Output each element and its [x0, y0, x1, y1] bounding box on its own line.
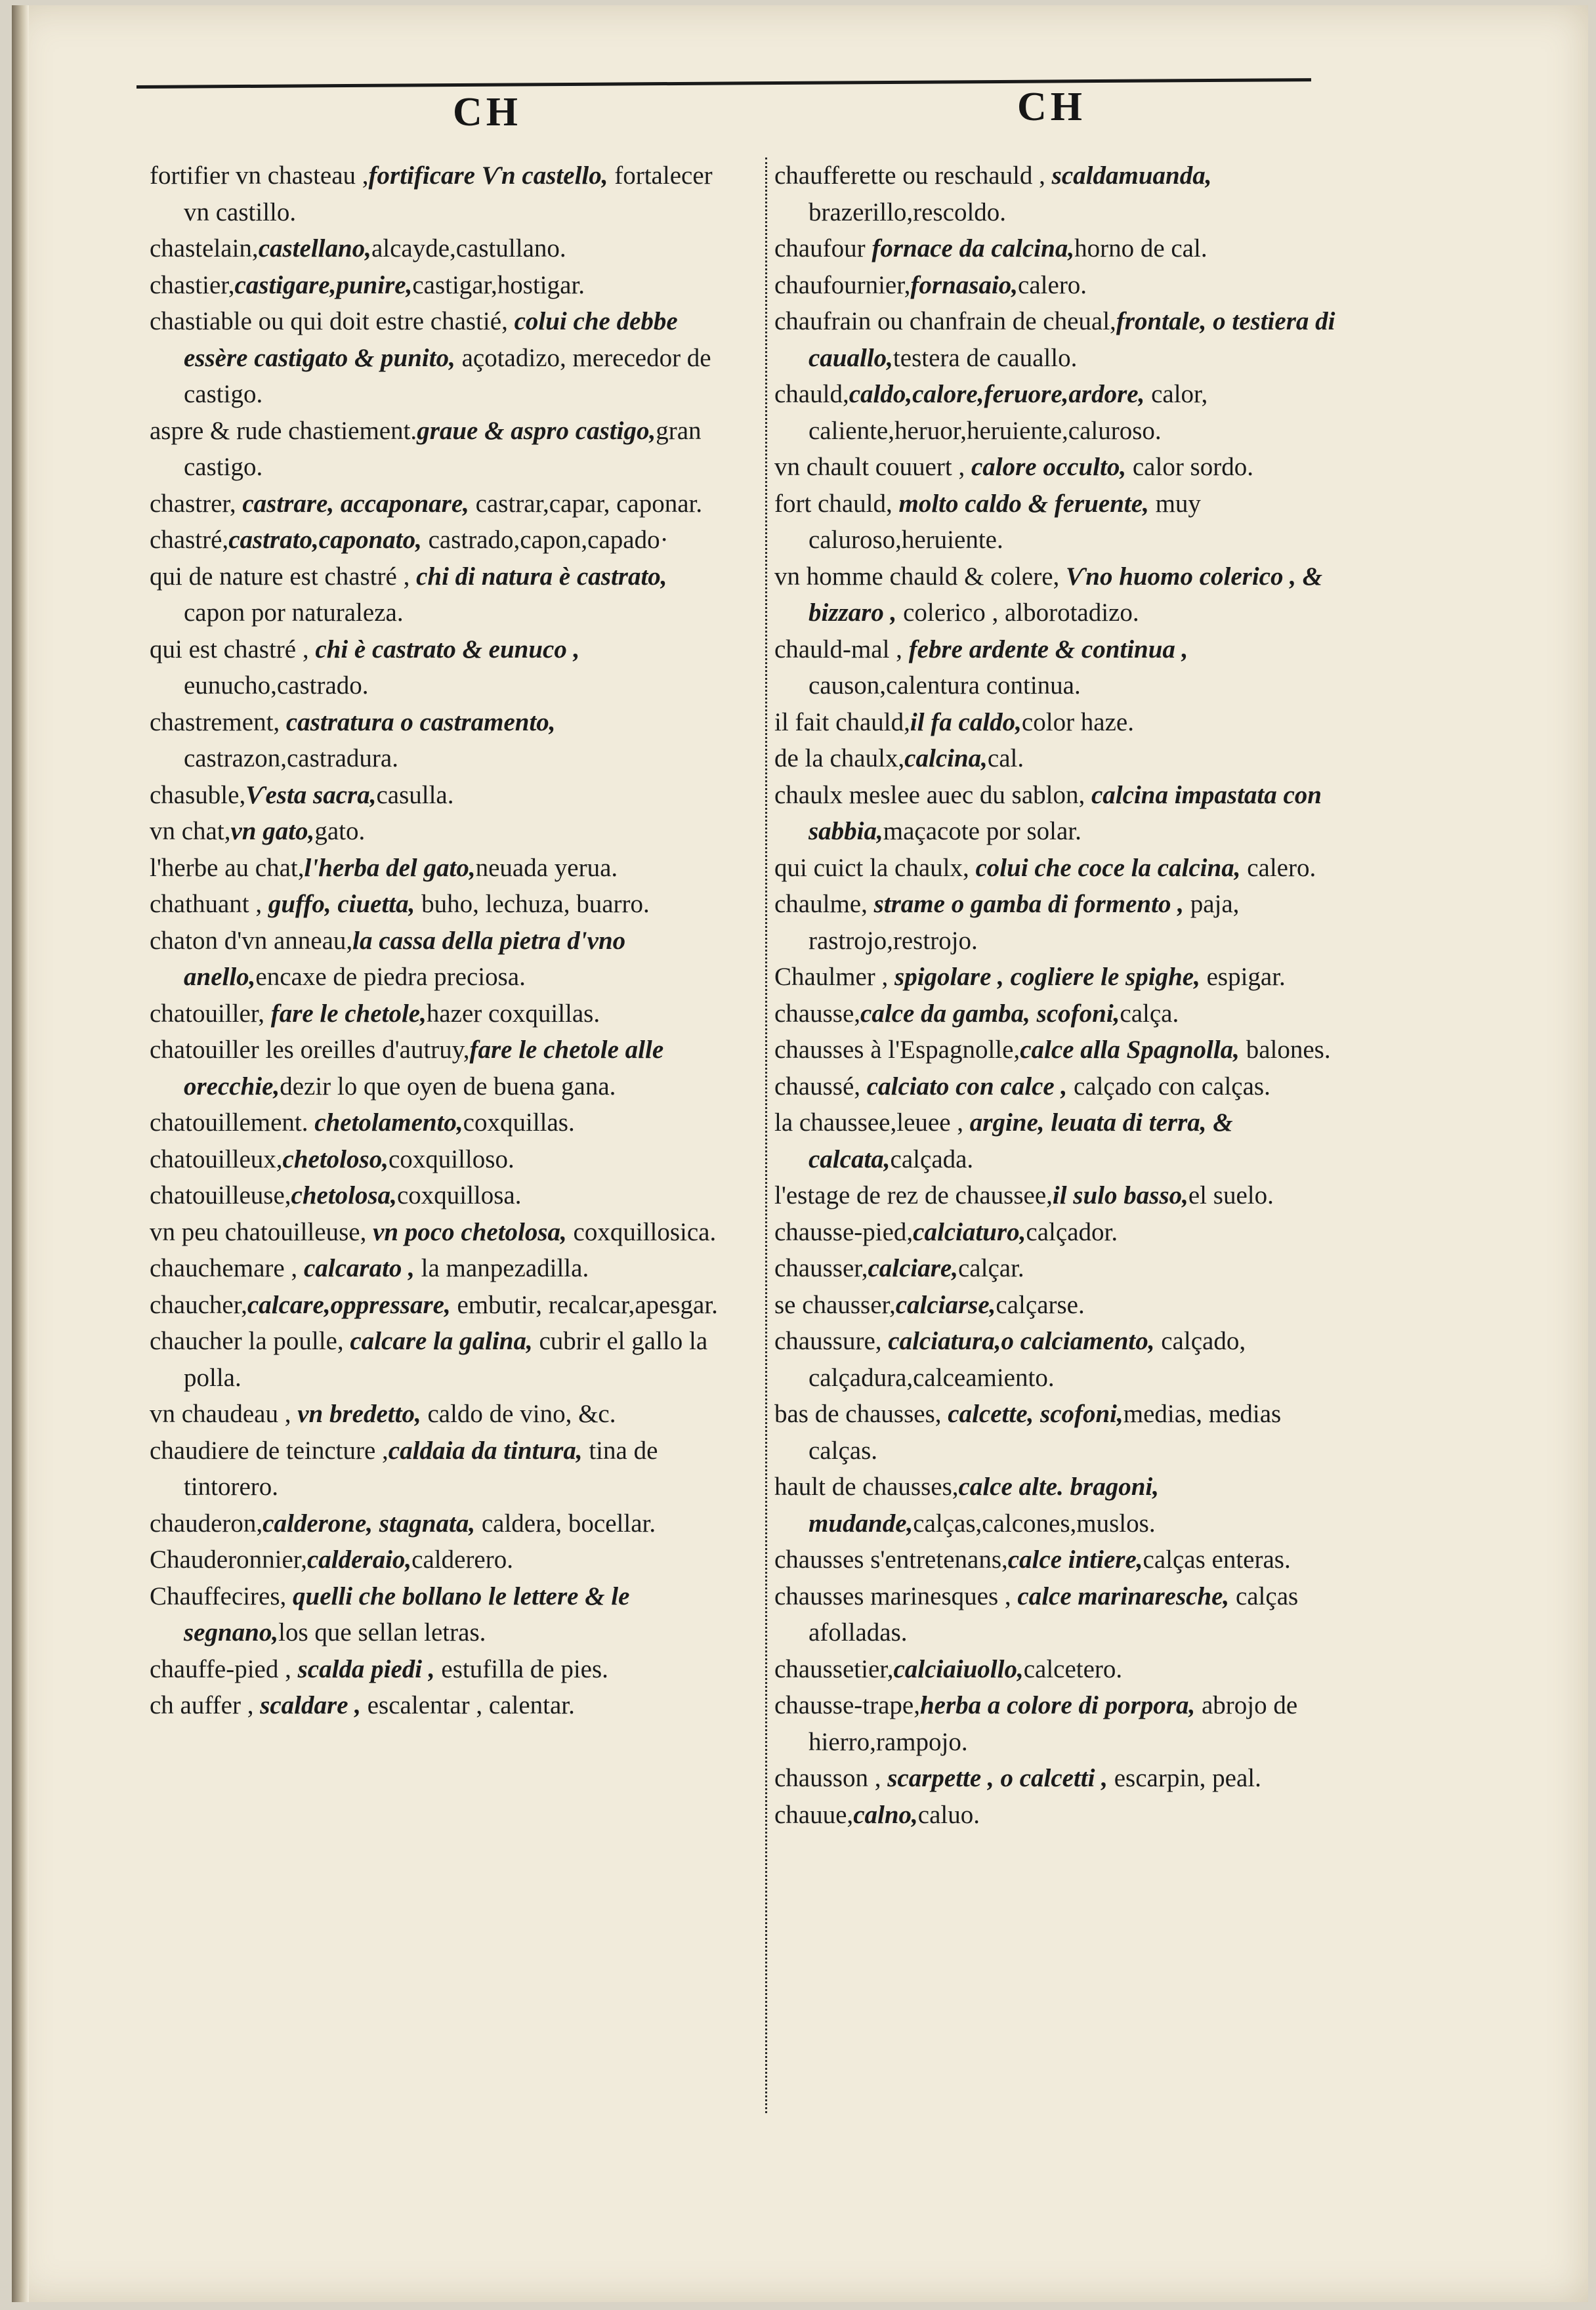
entry-french: chausses marinesques ,	[774, 1582, 1011, 1610]
entry-spanish: hazer coxquillas.	[426, 999, 600, 1028]
entry-spanish: calças enteras.	[1143, 1545, 1291, 1574]
entry-spanish: coxquillas.	[463, 1108, 575, 1137]
entry-spanish: espigar.	[1200, 963, 1286, 991]
entry-french: vn homme chauld & colere,	[774, 562, 1060, 591]
entry-french: se chausser,	[774, 1290, 896, 1319]
dictionary-entry	[774, 1651, 1345, 1688]
entry-italian: chi di natura è castrato,	[410, 562, 667, 591]
entry-french: vn peu chatouilleuse,	[150, 1217, 367, 1246]
entry-italian: fare le chetole alle orecchie,	[184, 1036, 664, 1101]
entry-spanish: embutir, recalcar,apesgar.	[450, 1290, 718, 1319]
entry-spanish: calçar.	[958, 1254, 1024, 1282]
entry-french: chausser,	[774, 1254, 868, 1282]
dictionary-entry	[150, 1177, 727, 1214]
dictionary-entry	[774, 1469, 1345, 1542]
entry-french: vn chat,	[150, 817, 231, 845]
dictionary-entry	[774, 777, 1345, 850]
dictionary-entry	[774, 1214, 1345, 1251]
entry-spanish: gato.	[314, 817, 366, 845]
entry-spanish: caluo.	[917, 1800, 980, 1829]
entry-italian: calciare,	[868, 1254, 958, 1282]
entry-spanish: capon por naturaleza.	[184, 598, 404, 627]
entry-spanish: calçado, calçadura,calceamiento.	[808, 1327, 1246, 1392]
dictionary-entry	[774, 1760, 1345, 1797]
dictionary-entry	[774, 740, 1345, 777]
entry-italian: calce intiere,	[1007, 1545, 1143, 1574]
entry-spanish: testera de cauallo.	[892, 343, 1078, 372]
entry-french: chasuble,	[150, 780, 246, 809]
entry-italian: fare le chetole,	[264, 999, 427, 1028]
entry-italian: castrato,caponato,	[228, 526, 422, 554]
entry-italian: fornasaio,	[910, 270, 1018, 299]
entry-italian: strame o gamba di formento ,	[867, 890, 1184, 918]
dictionary-entry	[150, 158, 727, 230]
entry-italian: la cassa della pietra d'vno anello,	[184, 926, 626, 991]
entry-italian: castrare, accaponare,	[236, 489, 469, 518]
dictionary-entry	[150, 1687, 727, 1724]
entry-italian: fornace da calcina,	[872, 234, 1075, 262]
entry-french: chaulx meslee auec du sablon,	[774, 780, 1085, 809]
dictionary-entry	[150, 886, 727, 923]
dictionary-entry	[150, 1323, 727, 1396]
entry-spanish: los que sellan letras.	[278, 1618, 486, 1647]
entry-italian: il fa caldo,	[910, 707, 1022, 736]
entry-spanish: paja, rastrojo,restrojo.	[808, 890, 1240, 955]
running-head-right: CH	[1017, 85, 1086, 129]
entry-italian: castigare,punire,	[234, 270, 413, 299]
entry-italian: il sulo basso,	[1052, 1181, 1188, 1209]
entry-spanish: calças,calcones,muslos.	[913, 1509, 1156, 1538]
header-rule	[136, 78, 1311, 89]
entry-spanish: caldo de vino, &c.	[421, 1400, 616, 1428]
dictionary-entry	[774, 267, 1345, 304]
dictionary-entry	[150, 230, 727, 267]
entry-spanish: tina de tintorero.	[184, 1436, 658, 1501]
entry-italian: chetolosa,	[291, 1181, 397, 1209]
entry-french: chausse-trape,	[774, 1691, 920, 1719]
entry-french: chatouilleuse,	[150, 1181, 291, 1209]
entry-italian: chetolamento,	[308, 1108, 463, 1137]
entry-french: chausson ,	[774, 1764, 881, 1792]
entry-french: chastelain,	[150, 234, 259, 262]
entry-spanish: encaxe de piedra preciosa.	[255, 963, 526, 991]
entry-french: fort chauld,	[774, 489, 892, 518]
entry-spanish: escarpin, peal.	[1107, 1764, 1261, 1792]
entry-french: chauderon,	[150, 1509, 263, 1538]
entry-spanish: calero.	[1240, 853, 1316, 882]
dictionary-entry	[150, 486, 727, 522]
entry-french: chaussé,	[774, 1072, 861, 1101]
entry-spanish: gran castigo.	[184, 416, 702, 481]
entry-spanish: estufilla de pies.	[434, 1654, 608, 1683]
entry-french: chausse-pied,	[774, 1217, 914, 1246]
dictionary-entry	[774, 1250, 1345, 1287]
dictionary-entry	[774, 631, 1345, 704]
dictionary-entry	[150, 996, 727, 1032]
entry-french: qui de nature est chastré ,	[150, 562, 410, 591]
entry-french: vn chault couuert ,	[774, 453, 965, 481]
entry-italian: calce alla Spagnolla,	[1020, 1036, 1240, 1064]
dictionary-entry	[774, 1068, 1345, 1105]
entry-italian: calcare la galina,	[343, 1327, 533, 1355]
entry-italian: colui che coce la calcina,	[969, 853, 1241, 882]
dictionary-entry	[150, 267, 727, 304]
entry-spanish: coxquilloso.	[388, 1144, 514, 1173]
entry-french: chaufferette ou reschauld ,	[774, 161, 1045, 190]
entry-spanish: neuada yerua.	[475, 853, 618, 882]
dictionary-entry	[150, 522, 727, 558]
entry-french: Chaulmer ,	[774, 963, 889, 991]
entry-spanish: muy caluroso,heruiente.	[808, 489, 1201, 554]
entry-spanish: calcetero.	[1023, 1654, 1123, 1683]
entry-french: l'estage de rez de chaussee,	[774, 1181, 1053, 1209]
entry-italian: frontale, o testiera di cauallo,	[808, 307, 1335, 372]
dictionary-entry	[774, 1687, 1345, 1760]
entry-french: chauue,	[774, 1800, 854, 1829]
entry-italian: scalda piedi ,	[291, 1654, 435, 1683]
dictionary-entry	[150, 850, 727, 887]
dictionary-entry	[150, 1433, 727, 1505]
right-column	[774, 158, 1345, 1833]
dictionary-entry	[774, 1542, 1345, 1578]
running-head-left: CH	[453, 90, 522, 135]
entry-italian: calce alte. bragoni, mudande,	[808, 1473, 1159, 1538]
entry-french: fortifier vn chasteau ,	[150, 161, 369, 190]
entry-french: chastrer,	[150, 489, 236, 518]
entry-french: chathuant ,	[150, 890, 262, 918]
entry-french: chatouiller,	[150, 999, 264, 1028]
entry-italian: scaldamuanda,	[1045, 161, 1212, 190]
entry-italian: Ѵesta sacra,	[245, 780, 377, 809]
entry-french: chaucher la poulle,	[150, 1327, 344, 1355]
entry-italian: vn bredetto,	[291, 1400, 421, 1428]
entry-spanish: calçada.	[890, 1144, 974, 1173]
entry-spanish: brazerillo,rescoldo.	[808, 198, 1007, 226]
entry-french: qui cuict la chaulx,	[774, 853, 969, 882]
entry-spanish: buho, lechuza, buarro.	[415, 890, 650, 918]
entry-spanish: açotadizo, merecedor de castigo.	[184, 343, 711, 408]
entry-italian: calcette, scofoni,	[941, 1400, 1124, 1428]
entry-italian: calcarato ,	[297, 1254, 415, 1282]
entry-spanish: casulla.	[376, 780, 454, 809]
entry-italian: quelli che bollano le lettere & le segnano,	[184, 1582, 630, 1647]
entry-spanish: calero.	[1018, 270, 1087, 299]
dictionary-entry	[774, 303, 1345, 376]
dictionary-entry	[774, 1032, 1345, 1068]
entry-spanish: abrojo de hierro,rampojo.	[808, 1691, 1298, 1756]
entry-italian: calcina impastata con sabbia,	[808, 780, 1322, 845]
dictionary-entry	[774, 1177, 1345, 1214]
entry-french: la chaussee,leuee ,	[774, 1108, 964, 1137]
entry-spanish: alcayde,castullano.	[371, 234, 566, 262]
entry-italian: scarpette , o calcetti ,	[881, 1764, 1108, 1792]
dictionary-entry	[150, 558, 727, 631]
entry-french: chaulme,	[774, 890, 868, 918]
entry-spanish: cal.	[987, 744, 1024, 772]
dictionary-entry	[774, 850, 1345, 887]
dictionary-entry	[150, 1542, 727, 1578]
entry-spanish: dezir lo que oyen de buena gana.	[280, 1072, 616, 1101]
entry-italian: calciatura,o calciamento,	[881, 1327, 1155, 1355]
entry-italian: spigolare , cogliere le spighe,	[888, 963, 1200, 991]
dictionary-entry	[150, 1032, 727, 1104]
entry-french: chauffe-pied ,	[150, 1654, 291, 1683]
dictionary-entry	[774, 230, 1345, 267]
dictionary-entry	[150, 1214, 727, 1251]
entry-french: chaussetier,	[774, 1654, 894, 1683]
entry-french: chaudiere de teincture ,	[150, 1436, 388, 1465]
dictionary-entry	[150, 1578, 727, 1651]
entry-spanish: calderero.	[411, 1545, 513, 1574]
dictionary-entry	[150, 303, 727, 413]
dictionary-entry	[774, 886, 1345, 959]
entry-french: de la chaulx,	[774, 744, 905, 772]
entry-spanish: calçador.	[1026, 1217, 1118, 1246]
entry-italian: fortificare Ѵn castello,	[368, 161, 608, 190]
entry-spanish: cubrir el gallo la polla.	[184, 1327, 708, 1392]
entry-italian: Ѵno huomo colerico , & bizzaro ,	[808, 562, 1323, 627]
dictionary-entry	[774, 449, 1345, 486]
dictionary-entry	[774, 1323, 1345, 1396]
entry-spanish: coxquillosica.	[566, 1217, 717, 1246]
entry-spanish: coxquillosa.	[396, 1181, 522, 1209]
entry-spanish: calçarse.	[996, 1290, 1085, 1319]
entry-french: Chauderonnier,	[150, 1545, 307, 1574]
entry-french: chauchemare ,	[150, 1254, 298, 1282]
entry-italian: calcare,oppressare,	[247, 1290, 451, 1319]
entry-italian: scaldare ,	[253, 1691, 361, 1719]
entry-french: ch auffer ,	[150, 1691, 254, 1719]
entry-spanish: maçacote por solar.	[883, 817, 1082, 845]
dictionary-entry	[150, 1250, 727, 1287]
entry-spanish: calça.	[1120, 999, 1179, 1028]
entry-spanish: fortalecer vn castillo.	[184, 161, 713, 226]
entry-spanish: causon,calentura continua.	[808, 671, 1081, 700]
entry-spanish: balones.	[1239, 1036, 1331, 1064]
entry-french: chaufournier,	[774, 270, 911, 299]
entry-french: chauld-mal ,	[774, 635, 902, 663]
entry-french: hault de chausses,	[774, 1473, 959, 1501]
entry-french: bas de chausses,	[774, 1400, 942, 1428]
entry-french: chaufour	[774, 234, 872, 262]
entry-french: chastré,	[150, 526, 229, 554]
entry-french: chausses à l'Espagnolle,	[774, 1036, 1020, 1064]
entry-french: aspre & rude chastiement.	[150, 416, 417, 445]
entry-italian: chi è castrato & eunuco ,	[308, 635, 580, 663]
entry-spanish: calçado con calças.	[1067, 1072, 1270, 1101]
entry-italian: castellano,	[258, 234, 371, 262]
entry-spanish: castrado,capon,capado·	[421, 526, 669, 554]
entry-french: chaussure,	[774, 1327, 882, 1355]
entry-italian: l'herba del gato,	[304, 853, 476, 882]
entry-spanish: castrar,capar, caponar.	[469, 489, 703, 518]
entry-italian: calciaiuollo,	[893, 1654, 1024, 1683]
page-gutter	[12, 5, 29, 2302]
entry-italian: caldo,calore,feruore,ardore,	[849, 380, 1145, 408]
entry-italian: guffo, ciuetta,	[262, 890, 415, 918]
entry-french: l'herbe au chat,	[150, 853, 304, 882]
entry-spanish: eunucho,castrado.	[184, 671, 369, 700]
entry-french: vn chaudeau ,	[150, 1400, 291, 1428]
entry-spanish: el suelo.	[1188, 1181, 1274, 1209]
dictionary-entry	[150, 1104, 727, 1141]
entry-spanish: color haze.	[1021, 707, 1134, 736]
dictionary-entry	[774, 486, 1345, 558]
entry-italian: calore occulto,	[965, 453, 1127, 481]
dictionary-entry	[150, 413, 727, 486]
entry-french: il fait chauld,	[774, 707, 910, 736]
dictionary-entry	[150, 1505, 727, 1542]
entry-spanish: medias, medias calças.	[808, 1400, 1282, 1465]
entry-spanish: calor, caliente,heruor,heruiente,caluroso.	[808, 380, 1208, 445]
dictionary-entry	[150, 923, 727, 996]
entry-french: chaufrain ou chanfrain de cheual,	[774, 307, 1116, 335]
entry-italian: calciaturo,	[913, 1217, 1026, 1246]
entry-italian: calno,	[853, 1800, 918, 1829]
dictionary-entry	[150, 631, 727, 704]
dictionary-entry	[150, 777, 727, 814]
book-page	[12, 5, 1588, 2302]
entry-italian: caldaia da tintura,	[388, 1436, 583, 1465]
dictionary-entry	[774, 158, 1345, 230]
dictionary-entry	[774, 1797, 1345, 1834]
dictionary-entry	[150, 1141, 727, 1178]
entry-french: Chauffecires,	[150, 1582, 287, 1610]
entry-french: qui est chastré ,	[150, 635, 309, 663]
entry-french: chausse,	[774, 999, 861, 1028]
dictionary-entry	[150, 1396, 727, 1433]
entry-spanish: la manpezadilla.	[414, 1254, 589, 1282]
dictionary-entry	[774, 1396, 1345, 1469]
entry-french: chatouilleux,	[150, 1144, 283, 1173]
entry-italian: argine, leuata di terra, & calcata,	[808, 1108, 1233, 1173]
entry-italian: vn poco chetolosa,	[366, 1217, 567, 1246]
entry-spanish: escalentar , calentar.	[361, 1691, 575, 1719]
entry-spanish: colerico , alborotadizo.	[896, 598, 1139, 627]
entry-italian: febre ardente & continua ,	[902, 635, 1188, 663]
dictionary-entry	[774, 558, 1345, 631]
entry-italian: colui che debbe essère castigato & punito,	[184, 307, 678, 372]
dictionary-entry	[774, 704, 1345, 741]
entry-italian: calderaio,	[306, 1545, 412, 1574]
entry-italian: calce da gamba, scofoni,	[860, 999, 1120, 1028]
entry-spanish: castrazon,castradura.	[184, 744, 398, 772]
entry-french: chatouillement.	[150, 1108, 308, 1137]
entry-french: chatouiller les oreilles d'autruy,	[150, 1036, 470, 1064]
dictionary-entry	[774, 996, 1345, 1032]
dictionary-entry	[150, 1651, 727, 1688]
left-column	[150, 158, 727, 1724]
dictionary-entry	[774, 1287, 1345, 1324]
dictionary-entry	[150, 704, 727, 777]
entry-italian: calciarse,	[895, 1290, 996, 1319]
dictionary-entry	[774, 959, 1345, 996]
entry-french: chaton d'vn anneau,	[150, 926, 353, 955]
dictionary-entry	[774, 1578, 1345, 1651]
entry-spanish: calor sordo.	[1126, 453, 1253, 481]
entry-italian: calciato con calce ,	[860, 1072, 1068, 1101]
entry-spanish: caldera, bocellar.	[475, 1509, 656, 1538]
dictionary-entry	[774, 376, 1345, 449]
entry-spanish: castigar,hostigar.	[412, 270, 585, 299]
entry-french: chastrement,	[150, 707, 280, 736]
entry-italian: herba a colore di porpora,	[919, 1691, 1196, 1719]
entry-italian: calce marinaresche,	[1011, 1582, 1230, 1610]
dictionary-entry	[774, 1104, 1345, 1177]
entry-italian: molto caldo & feruente,	[892, 489, 1149, 518]
dictionary-entry	[150, 1287, 727, 1324]
entry-italian: graue & aspro castigo,	[417, 416, 656, 445]
entry-french: chastiable ou qui doit estre chastié,	[150, 307, 508, 335]
entry-italian: vn gato,	[230, 817, 315, 845]
column-divider	[765, 158, 767, 2113]
entry-french: chastier,	[150, 270, 235, 299]
entry-italian: castratura o castramento,	[280, 707, 556, 736]
entry-italian: calcina,	[904, 744, 988, 772]
dictionary-entry	[150, 813, 727, 850]
entry-french: chaucher,	[150, 1290, 247, 1319]
entry-french: chausses s'entretenans,	[774, 1545, 1008, 1574]
entry-italian: calderone, stagnata,	[262, 1509, 476, 1538]
entry-italian: chetoloso,	[282, 1144, 388, 1173]
entry-spanish: horno de cal.	[1074, 234, 1208, 262]
entry-spanish: calças afolladas.	[808, 1582, 1299, 1647]
entry-french: chauld,	[774, 380, 849, 408]
